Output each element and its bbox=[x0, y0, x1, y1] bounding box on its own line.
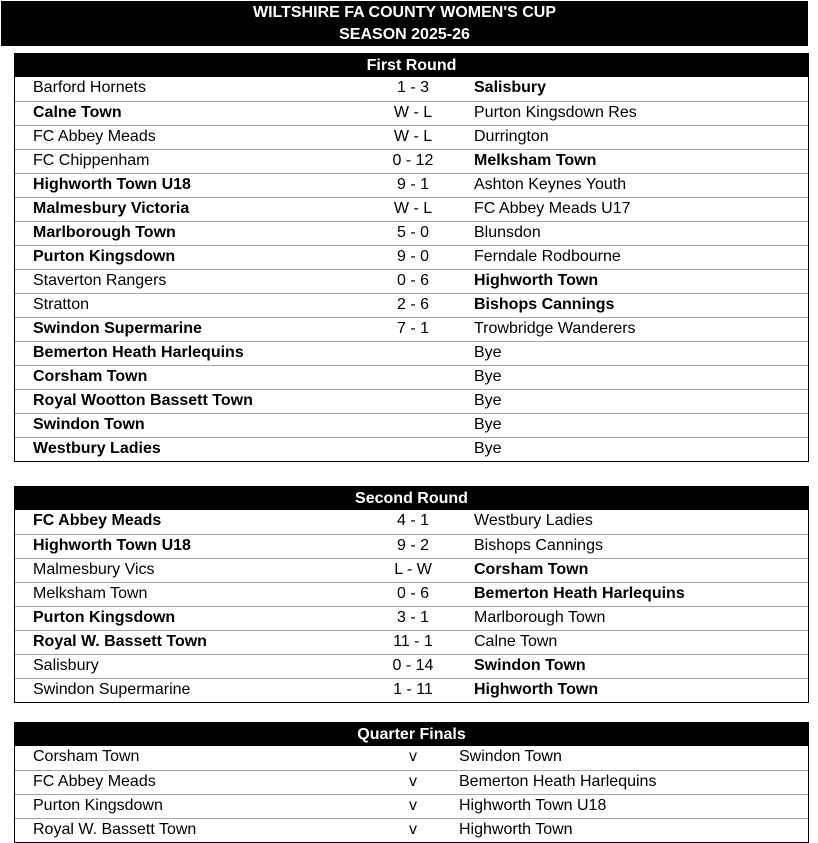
home-team: Melksham Town bbox=[33, 585, 148, 602]
home-team: Swindon Supermarine bbox=[33, 320, 202, 337]
home-team: Highworth Town U18 bbox=[33, 176, 191, 193]
away-team: Trowbridge Wanderers bbox=[474, 320, 636, 337]
fixture-row bbox=[15, 558, 808, 582]
home-team: Royal Wootton Bassett Town bbox=[33, 392, 253, 409]
fixture-row bbox=[15, 678, 808, 702]
away-team: Bemerton Heath Harlequins bbox=[474, 585, 685, 602]
away-team: Bye bbox=[474, 392, 502, 409]
match-score: v bbox=[409, 797, 417, 814]
fixture-row bbox=[15, 173, 808, 197]
home-team: Highworth Town U18 bbox=[33, 537, 191, 554]
match-score: 9 - 1 bbox=[396, 176, 429, 193]
away-team: Bishops Cannings bbox=[474, 296, 615, 313]
away-team: Salisbury bbox=[474, 79, 547, 96]
fixture-row bbox=[15, 149, 808, 173]
away-team: Swindon Town bbox=[459, 748, 562, 765]
match-score: 7 - 1 bbox=[396, 320, 429, 337]
home-team: Purton Kingsdown bbox=[33, 248, 176, 265]
away-team: Highworth Town U18 bbox=[459, 797, 607, 814]
home-team: Westbury Ladies bbox=[33, 440, 161, 457]
second-round-table bbox=[14, 486, 809, 703]
match-score: 1 - 11 bbox=[393, 681, 433, 698]
home-team: Malmesbury Victoria bbox=[33, 200, 190, 217]
fixture-row bbox=[15, 770, 808, 794]
home-team: Purton Kingsdown bbox=[33, 609, 176, 626]
away-team: Bye bbox=[474, 416, 502, 433]
away-team: Melksham Town bbox=[474, 152, 597, 169]
away-team: Bemerton Heath Harlequins bbox=[459, 773, 657, 790]
fixture-row bbox=[15, 197, 808, 221]
away-team: FC Abbey Meads U17 bbox=[474, 200, 631, 217]
fixture-row bbox=[15, 245, 808, 269]
match-score: L - W bbox=[394, 561, 432, 578]
home-team: Royal W. Bassett Town bbox=[33, 821, 197, 838]
first-round-heading: First Round bbox=[15, 54, 808, 77]
fixture-row bbox=[15, 341, 808, 365]
match-score: 2 - 6 bbox=[396, 296, 429, 313]
home-team: Corsham Town bbox=[33, 748, 140, 765]
away-team: Bye bbox=[474, 368, 502, 385]
fixture-row bbox=[15, 582, 808, 606]
fixture-row bbox=[15, 413, 808, 437]
fixture-row bbox=[15, 606, 808, 630]
home-team: FC Abbey Meads bbox=[33, 773, 156, 790]
home-team: Staverton Rangers bbox=[33, 272, 167, 289]
home-team: Swindon Town bbox=[33, 416, 145, 433]
home-team: Barford Hornets bbox=[33, 79, 146, 96]
match-score: W - L bbox=[393, 128, 433, 145]
match-score: 3 - 1 bbox=[396, 609, 429, 626]
home-team: Purton Kingsdown bbox=[33, 797, 163, 814]
away-team: Blunsdon bbox=[474, 224, 541, 241]
quarter-finals-table bbox=[14, 722, 809, 843]
away-team: Calne Town bbox=[474, 633, 558, 650]
match-score: 9 - 2 bbox=[396, 537, 429, 554]
cup-title: WILTSHIRE FA COUNTY WOMEN'S CUP bbox=[252, 4, 557, 21]
fixture-row bbox=[15, 654, 808, 678]
fixture-row bbox=[15, 389, 808, 413]
away-team: Purton Kingsdown Res bbox=[474, 104, 637, 121]
fixture-row bbox=[15, 818, 808, 842]
first-round-table bbox=[14, 53, 809, 462]
match-score: 1 - 3 bbox=[396, 79, 429, 96]
fixture-row bbox=[15, 794, 808, 818]
home-team: Royal W. Bassett Town bbox=[33, 633, 207, 650]
away-team: Ferndale Rodbourne bbox=[474, 248, 621, 265]
home-team: Salisbury bbox=[33, 657, 99, 674]
fixture-row bbox=[15, 221, 808, 245]
away-team: Ashton Keynes Youth bbox=[474, 176, 627, 193]
match-score: 0 - 6 bbox=[396, 272, 429, 289]
match-score: v bbox=[409, 773, 417, 790]
away-team: Durrington bbox=[474, 128, 549, 145]
home-team: Corsham Town bbox=[33, 368, 148, 385]
fixture-row bbox=[15, 125, 808, 149]
fixture-row bbox=[15, 101, 808, 125]
season-label: SEASON 2025-26 bbox=[339, 26, 470, 43]
fixture-row bbox=[15, 630, 808, 654]
home-team: Bemerton Heath Harlequins bbox=[33, 344, 244, 361]
away-team: Bishops Cannings bbox=[474, 537, 603, 554]
cup-title-banner bbox=[1, 1, 808, 46]
match-score: W - L bbox=[393, 200, 433, 217]
fixture-row bbox=[15, 77, 808, 101]
fixture-row bbox=[15, 510, 808, 534]
home-team: Marlborough Town bbox=[33, 224, 176, 241]
match-score: 5 - 0 bbox=[396, 224, 429, 241]
match-score: W - L bbox=[393, 104, 433, 121]
home-team: Swindon Supermarine bbox=[33, 681, 191, 698]
home-team: Malmesbury Vics bbox=[33, 561, 155, 578]
fixture-row bbox=[15, 269, 808, 293]
match-score: v bbox=[409, 748, 417, 765]
fixture-row bbox=[15, 317, 808, 341]
match-score: 4 - 1 bbox=[396, 512, 429, 529]
away-team: Bye bbox=[474, 344, 502, 361]
match-score: 11 - 1 bbox=[393, 633, 433, 650]
home-team: FC Abbey Meads bbox=[33, 128, 156, 145]
match-score: 9 - 0 bbox=[396, 248, 429, 265]
fixture-row bbox=[15, 365, 808, 389]
away-team: Swindon Town bbox=[474, 657, 586, 674]
away-team: Corsham Town bbox=[474, 561, 589, 578]
match-score: 0 - 6 bbox=[396, 585, 429, 602]
second-round-heading: Second Round bbox=[15, 487, 808, 510]
away-team: Highworth Town bbox=[474, 681, 599, 698]
away-team: Bye bbox=[474, 440, 502, 457]
fixture-row bbox=[15, 437, 808, 461]
home-team: Stratton bbox=[33, 296, 90, 313]
away-team: Marlborough Town bbox=[474, 609, 606, 626]
away-team: Westbury Ladies bbox=[474, 512, 593, 529]
home-team: FC Chippenham bbox=[33, 152, 150, 169]
fixture-row bbox=[15, 293, 808, 317]
fixture-row bbox=[15, 534, 808, 558]
away-team: Highworth Town bbox=[474, 272, 599, 289]
match-score: v bbox=[409, 821, 417, 838]
home-team: Calne Town bbox=[33, 104, 122, 121]
fixture-row bbox=[15, 746, 808, 770]
match-score: 0 - 12 bbox=[392, 152, 434, 169]
match-score: 0 - 14 bbox=[392, 657, 434, 674]
quarter-finals-heading: Quarter Finals bbox=[15, 723, 808, 746]
home-team: FC Abbey Meads bbox=[33, 512, 162, 529]
away-team: Highworth Town bbox=[459, 821, 573, 838]
